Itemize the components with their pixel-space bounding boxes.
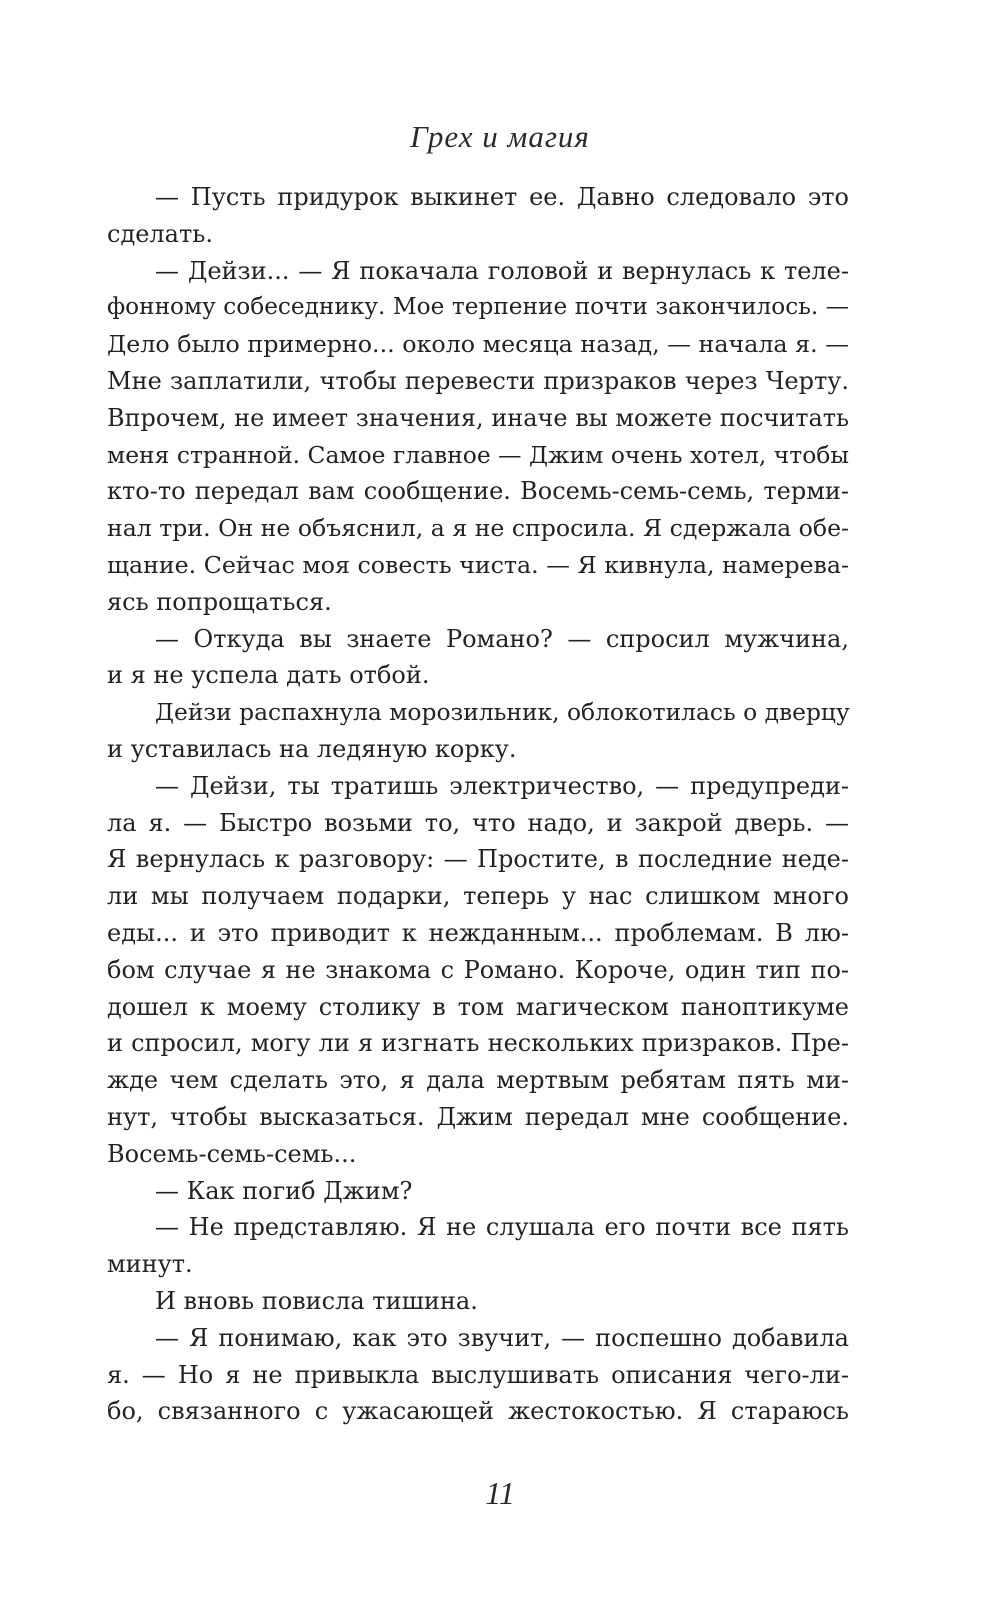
- text-line: И вновь повисла тишина.: [155, 1286, 478, 1315]
- text-line: — Дейзи, ты тратишь электричество, — предупреди-: [155, 771, 849, 800]
- text-line: сделать.: [107, 219, 213, 248]
- text-line: бом случае я не знакома с Романо. Короче, один тип по-: [107, 955, 849, 984]
- text-line: еды... и это приводит к нежданным... проблемам. В лю-: [107, 918, 849, 947]
- text-line: и спросил, могу ли я изгнать нескольких призраков. Пре-: [107, 1029, 849, 1058]
- body-text: [107, 179, 849, 1430]
- text-line: щание. Сейчас моя совесть чиста. — Я кивнула, намерева-: [107, 550, 849, 579]
- text-line: — Откуда вы знаете Романо? — спросил мужчина,: [155, 624, 849, 653]
- text-line: ла я. — Быстро возьми то, что надо, и закрой дверь. —: [107, 808, 849, 837]
- running-head: Грех и магия: [410, 119, 590, 154]
- text-line: и уставилась на ледяную корку.: [107, 734, 517, 763]
- text-line: Мне заплатили, чтобы перевести призраков через Черту.: [107, 366, 849, 395]
- text-line: ли мы получаем подарки, теперь у нас слишком много: [107, 882, 849, 911]
- text-line: меня странной. Самое главное — Джим очень хотел, чтобы: [107, 440, 849, 469]
- text-line: нал три. Он не объяснил, а я не спросила. Я сдержала обе-: [107, 514, 849, 543]
- text-line: минут.: [107, 1250, 193, 1279]
- page-number: 11: [485, 1475, 515, 1511]
- text-line: Дейзи распахнула морозильник, облокотилась о дверцу: [155, 698, 850, 727]
- text-line: Я вернулась к разговору: — Простите, в последние неде-: [107, 845, 849, 874]
- text-line: и я не успела дать отбой.: [107, 661, 430, 690]
- text-line: я. — Но я не привыкла выслушивать описания чего-ли-: [107, 1360, 849, 1389]
- text-line: — Дейзи... — Я покачала головой и вернулась к теле-: [155, 256, 849, 285]
- text-line: нут, чтобы высказаться. Джим передал мне сообщение.: [107, 1102, 849, 1131]
- text-line: дошел к моему столику в том магическом паноптикуме: [107, 992, 849, 1021]
- text-line: ясь попрощаться.: [107, 587, 332, 616]
- text-line: — Не представляю. Я не слушала его почти все пять: [155, 1213, 849, 1242]
- text-line: — Пусть придурок выкинет ее. Давно следовало это: [155, 183, 849, 211]
- text-line: кто-то передал вам сообщение. Восемь-семь-семь, терми-: [107, 477, 849, 506]
- text-line: жде чем сделать это, я дала мертвым ребятам пять ми-: [107, 1066, 849, 1095]
- text-line: — Я понимаю, как это звучит, — поспешно добавила: [155, 1323, 849, 1352]
- text-line: Восемь-семь-семь...: [107, 1139, 357, 1168]
- text-line: бо, связанного с ужасающей жестокостью. Я стараюсь: [107, 1397, 849, 1426]
- text-line: фонному собеседнику. Мое терпение почти закончилось. —: [107, 293, 849, 321]
- text-line: — Как погиб Джим?: [155, 1176, 413, 1205]
- text-line: Впрочем, не имеет значения, иначе вы можете посчитать: [107, 403, 849, 432]
- text-line: Дело было примерно... около месяца назад, — начала я. —: [107, 330, 849, 359]
